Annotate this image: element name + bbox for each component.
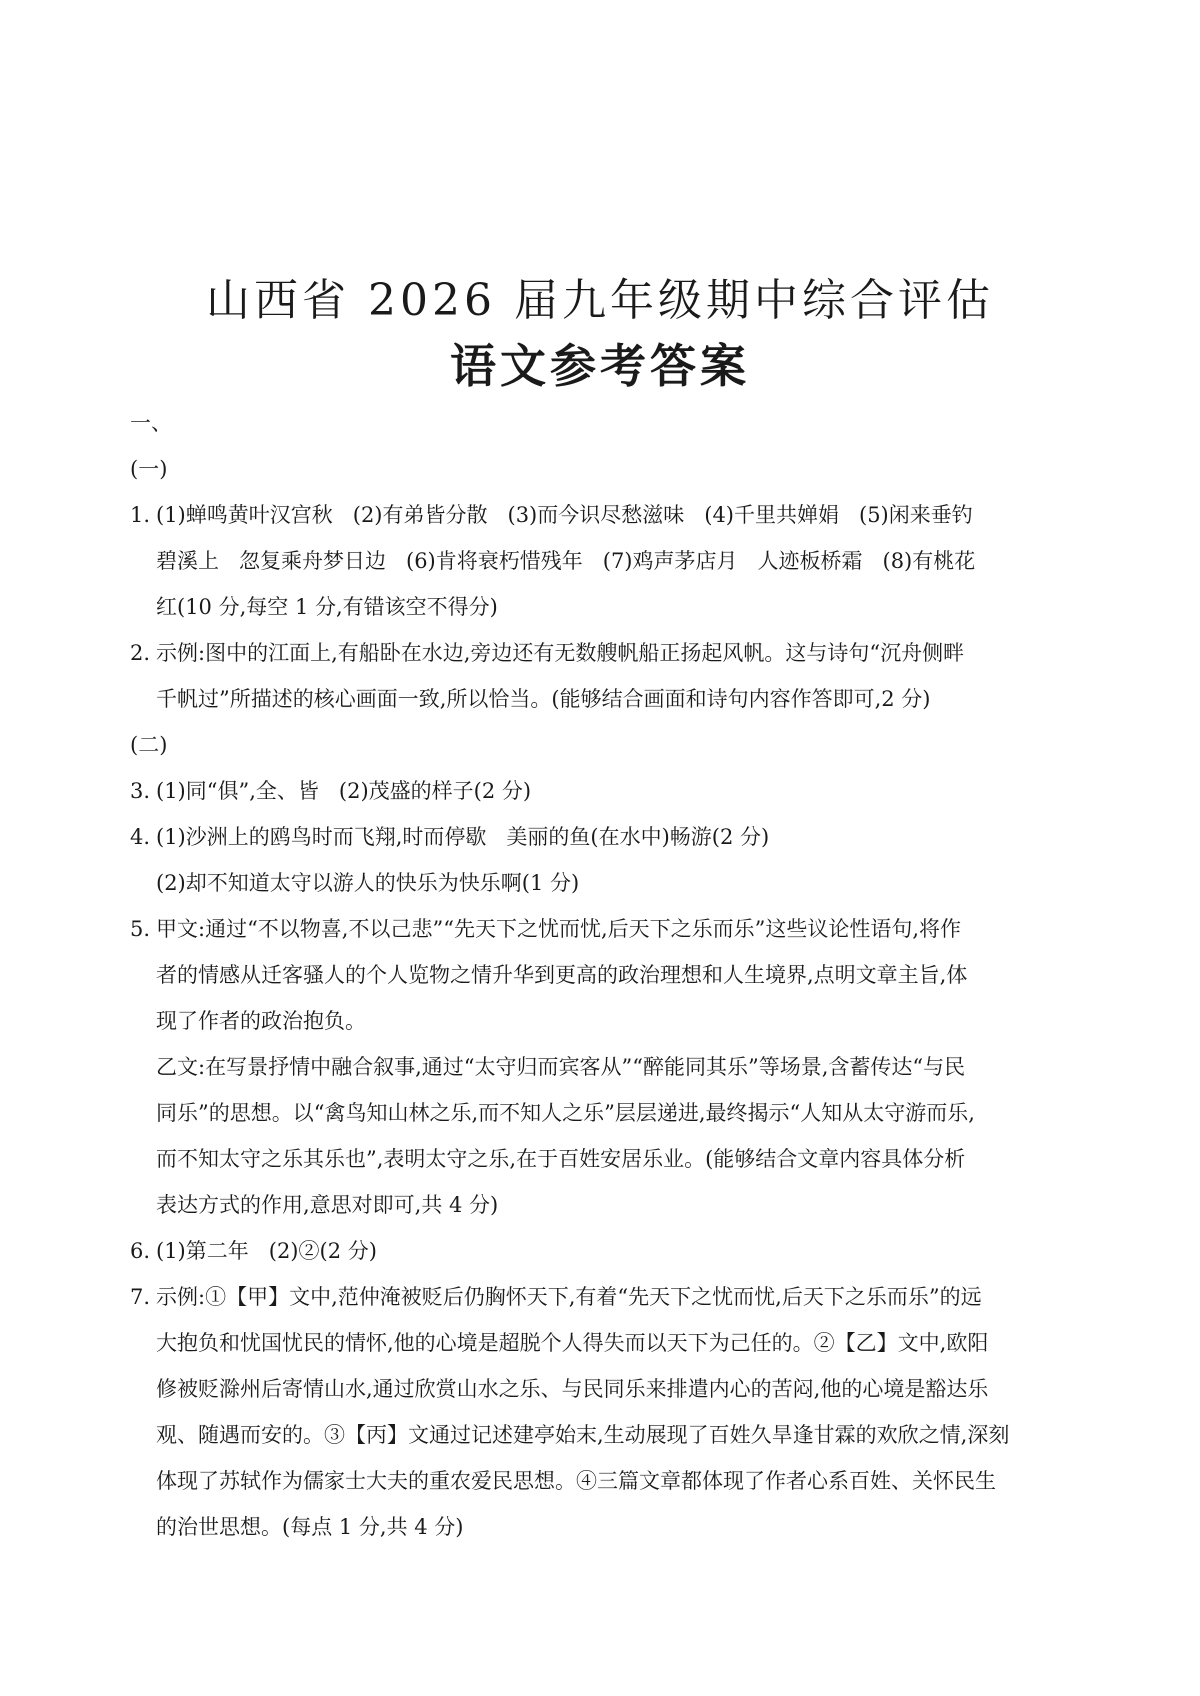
answer-blank: (2)②(2 分) [268, 1239, 377, 1263]
document-title: 山西省 2026 届九年级期中综合评估 [206, 275, 994, 326]
answer-blank: (1)沙洲上的鸥鸟时而飞翔,时而停歇 [156, 825, 487, 849]
item-number: 1. [130, 503, 151, 527]
item-number: 3. [130, 779, 151, 803]
answer-line: 现了作者的政治抱负。 [156, 1009, 366, 1033]
answer-line: 红(10 分,每空 1 分,有错该空不得分) [156, 595, 498, 619]
part-heading-2: (二) [130, 733, 168, 757]
answer-blank: 美丽的鱼(在水中)畅游(2 分) [506, 825, 770, 849]
answer-line: 的治世思想。(每点 1 分,共 4 分) [156, 1515, 464, 1539]
answer-line: 同乐”的思想。以“禽鸟知山林之乐,而不知人之乐”层层递进,最终揭示“人知从太守游而乐, [156, 1101, 975, 1125]
part-heading-1: (一) [130, 457, 168, 481]
answer-blank: (4)千里共婵娟 [704, 503, 839, 527]
answer-item-3 [130, 768, 1078, 814]
answer-line [156, 492, 1078, 538]
answer-line: (2)却不知道太守以游人的快乐为快乐啊(1 分) [156, 871, 580, 895]
answer-blank: (1)同“俱”,全、皆 [156, 779, 319, 803]
answer-line [156, 538, 1078, 584]
section-heading-1: 一、 [130, 411, 172, 435]
item-number: 6. [130, 1239, 151, 1263]
answer-blank: (2)茂盛的样子(2 分) [338, 779, 532, 803]
answer-blank: (8)有桃花 [882, 549, 976, 573]
item-number: 7. [130, 1285, 151, 1309]
answer-blank: 碧溪上 [156, 549, 219, 573]
answer-blank: (2)有弟皆分散 [352, 503, 488, 527]
answer-blank: (3)而今识尽愁滋味 [507, 503, 685, 527]
answer-line: 表达方式的作用,意思对即可,共 4 分) [156, 1193, 499, 1217]
answer-line [156, 768, 1078, 814]
answer-blank: 忽复乘舟梦日边 [239, 549, 386, 573]
answer-line [156, 814, 1078, 860]
answer-item-6 [130, 1228, 1078, 1274]
answer-line: 甲文:通过“不以物喜,不以己悲”“先天下之忧而忧,后天下之乐而乐”这些议论性语句,将作 [156, 917, 962, 941]
answer-blank: (6)肯将衰朽惜残年 [406, 549, 583, 573]
item-number: 4. [130, 825, 151, 849]
answer-item-1 [130, 492, 1078, 630]
answer-blank: (5)闲来垂钓 [859, 503, 973, 527]
answer-item-5 [130, 906, 1078, 1228]
answer-blank: (1)蝉鸣黄叶汉宫秋 [156, 503, 333, 527]
answer-line: 示例:图中的江面上,有船卧在水边,旁边还有无数艘帆船正扬起风帆。这与诗句“沉舟侧畔 [156, 641, 965, 665]
answer-blank: (1)第二年 [156, 1239, 249, 1263]
answer-content [130, 400, 1078, 1550]
answer-line: 大抱负和忧国忧民的情怀,他的心境是超脱个人得失而以天下为己任的。②【乙】文中,欧阳 [156, 1331, 989, 1355]
item-number: 2. [130, 641, 151, 665]
answer-item-7 [130, 1274, 1078, 1550]
answer-line: 乙文:在写景抒情中融合叙事,通过“太守归而宾客从”“醉能同其乐”等场景,含蓄传达“与民 [156, 1055, 966, 1079]
answer-blank: (7)鸡声茅店月 [602, 549, 738, 573]
answer-line: 修被贬滁州后寄情山水,通过欣赏山水之乐、与民同乐来排遣内心的苦闷,他的心境是豁达乐 [156, 1377, 989, 1401]
answer-item-2 [130, 630, 1078, 722]
answer-line: 而不知太守之乐其乐也”,表明太守之乐,在于百姓安居乐业。(能够结合文章内容具体分析 [156, 1147, 966, 1171]
answer-line [156, 1228, 1078, 1274]
document-subtitle: 语文参考答案 [450, 339, 750, 393]
answer-item-4 [130, 814, 1078, 906]
answer-blank: 人迹板桥霜 [757, 549, 863, 573]
item-number: 5. [130, 917, 151, 941]
answer-line: 者的情感从迁客骚人的个人览物之情升华到更高的政治理想和人生境界,点明文章主旨,体 [156, 963, 968, 987]
answer-line: 示例:①【甲】文中,范仲淹被贬后仍胸怀天下,有着“先天下之忧而忧,后天下之乐而乐”的远 [156, 1285, 982, 1309]
answer-line: 体现了苏轼作为儒家士大夫的重农爱民思想。④三篇文章都体现了作者心系百姓、关怀民生 [156, 1469, 996, 1493]
answer-line: 观、随遇而安的。③【丙】文通过记述建亭始末,生动展现了百姓久旱逢甘霖的欢欣之情,深刻 [156, 1423, 1010, 1447]
answer-line: 千帆过”所描述的核心画面一致,所以恰当。(能够结合画面和诗句内容作答即可,2 分) [156, 687, 931, 711]
